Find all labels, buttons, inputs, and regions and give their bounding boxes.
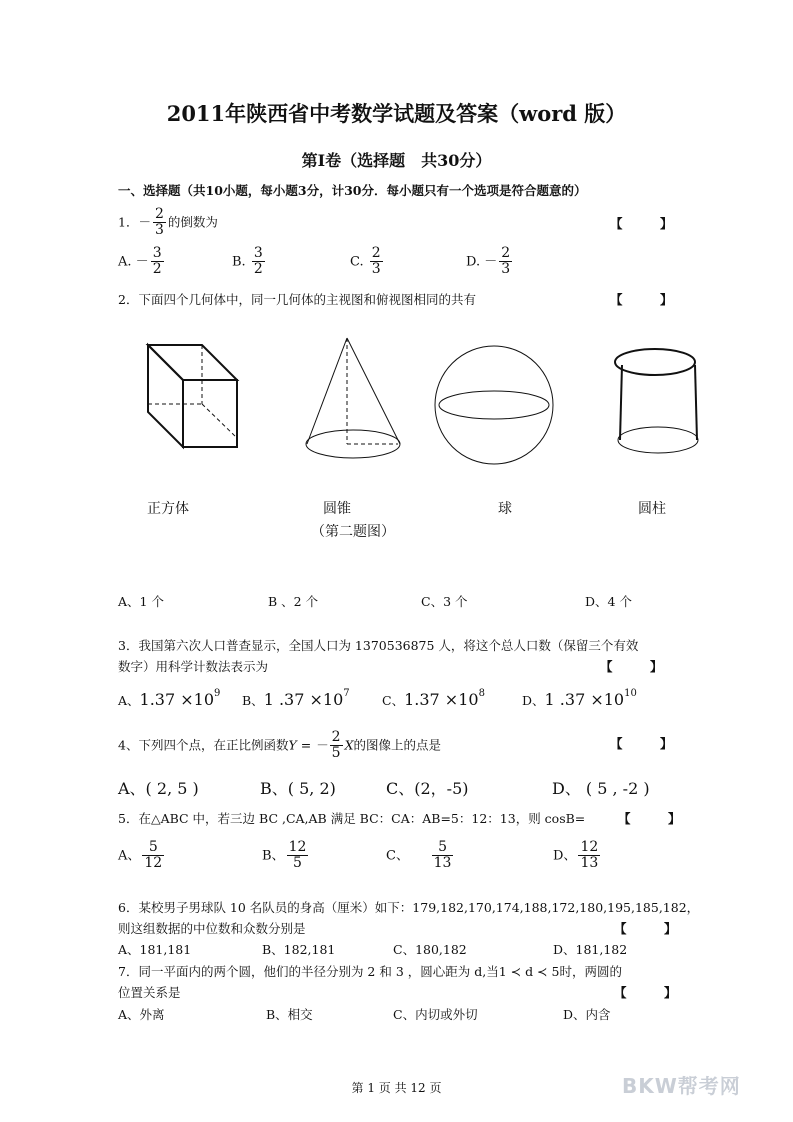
question-4: 4、下列四个点，在正比例函数Y = － $\frac{2}{5}$ X的图像上的点是 [118, 729, 441, 762]
answer-bracket: 【 】 [610, 292, 673, 307]
q6-option-c: C、180,182 [393, 942, 467, 957]
question-7-line-1: 7．同一平面内的两个圆，他们的半径分别为 2 和 3 ，圆心距为 d,当1 ≺ d ≺ 5时，两圆的 [118, 964, 622, 979]
document-title: 2011年陕西省中考数学试题及答案（word 版） [166, 101, 627, 126]
q5-option-a: A、 $\frac{5}{12}$ [118, 839, 163, 872]
q4-option-c: C、(2，-5) [386, 779, 469, 798]
answer-bracket: 【 】 [618, 811, 681, 826]
question-3-line-1: 3．我国第六次人口普查显示，全国人口为 1370536875 人，将这个总人口数（保留三个有效 [118, 638, 639, 653]
cylinder-drawing [615, 349, 698, 453]
answer-bracket: 【 】 [614, 985, 677, 1000]
q6-option-a: A、181,181 [118, 942, 192, 957]
q4-option-b: B、( 5, 2) [260, 779, 336, 798]
section-heading: 一、选择题（共10小题，每小题3分，计30分．每小题只有一个选项是符合题意的） [118, 183, 587, 198]
q1-option-d: D. － $\frac{2}{3}$ [466, 245, 511, 278]
q5-option-c: C、 $\frac{5}{13}$ [386, 839, 452, 872]
q7-option-b: B、相交 [266, 1007, 313, 1022]
watermark-logo: BKW帮考网 [622, 1074, 741, 1098]
answer-bracket: 【 】 [610, 216, 673, 231]
answer-bracket: 【 】 [610, 736, 673, 751]
q2-option-b: B 、2 个 [268, 594, 319, 609]
question-6-line-1: 6．某校男子男球队 10 名队员的身高（厘米）如下：179,182,170,174,188,172,180,195,185,182， [118, 900, 700, 915]
q3-option-b: B、1 $.37 \times 10^7$ [242, 688, 350, 709]
figure-caption: （第二题图） [311, 524, 395, 540]
q2-option-c: C、3 个 [421, 594, 468, 609]
q7-option-a: A、外离 [118, 1007, 165, 1022]
label-cone: 圆锥 [323, 501, 351, 517]
q2-option-a: A、1 个 [118, 594, 164, 609]
question-6-line-2: 则这组数据的中位数和众数分别是 [118, 921, 306, 936]
answer-bracket: 【 】 [614, 921, 677, 936]
q3-option-c: C、$1.37 \times 10^8$ [382, 688, 485, 709]
question-2: 2．下面四个几何体中，同一几何体的主视图和俯视图相同的共有 [118, 292, 476, 307]
fraction: $\frac{2}{5}$ [331, 729, 341, 762]
fraction: $\frac{2}{3}$ [154, 206, 164, 239]
solids-figure [0, 320, 793, 480]
part-heading: 第Ⅰ卷（选择题 共30分） [301, 151, 492, 170]
sphere-drawing [435, 346, 553, 464]
q1-option-b: B. $\frac{3}{2}$ [232, 245, 263, 278]
q6-option-d: D、181,182 [553, 942, 628, 957]
q2-option-d: D、4 个 [585, 594, 632, 609]
q7-option-d: D、内含 [563, 1007, 611, 1022]
question-7-line-2: 位置关系是 [118, 985, 181, 1000]
cone-drawing [306, 338, 400, 458]
q3-option-d: D、1 $.37 \times 10^{10}$ [522, 688, 637, 709]
q6-option-b: B、182,181 [262, 942, 336, 957]
label-sphere: 球 [498, 501, 512, 517]
question-1: 1．－ $\frac{2}{3}$ 的倒数为 [118, 206, 218, 239]
answer-bracket: 【 】 [600, 659, 663, 674]
page-footer: 第 1 页 共 12 页 [351, 1081, 442, 1095]
q1-option-c: C. $\frac{2}{3}$ [350, 245, 381, 278]
q5-option-d: D、 $\frac{12}{13}$ [553, 839, 599, 872]
label-cylinder: 圆柱 [638, 501, 666, 517]
question-3-line-2: 数字）用科学计数法表示为 [118, 659, 269, 674]
q4-option-a: A、( 2, 5 ) [118, 779, 199, 798]
question-5: 5．在△ABC 中，若三边 BC ,CA,AB 满足 BC：CA：AB=5：12：13，则 cosB= [118, 811, 586, 826]
q4-option-d: D、 ( 5 , -2 ) [552, 779, 650, 798]
q7-option-c: C、内切或外切 [393, 1007, 478, 1022]
label-cube: 正方体 [147, 501, 189, 517]
q5-option-b: B、 $\frac{12}{5}$ [262, 839, 307, 872]
q3-option-a: A、$1.37 \times 10^9$ [118, 688, 221, 709]
cube-drawing [148, 345, 237, 447]
q1-option-a: A. － $\frac{3}{2}$ [118, 245, 162, 278]
